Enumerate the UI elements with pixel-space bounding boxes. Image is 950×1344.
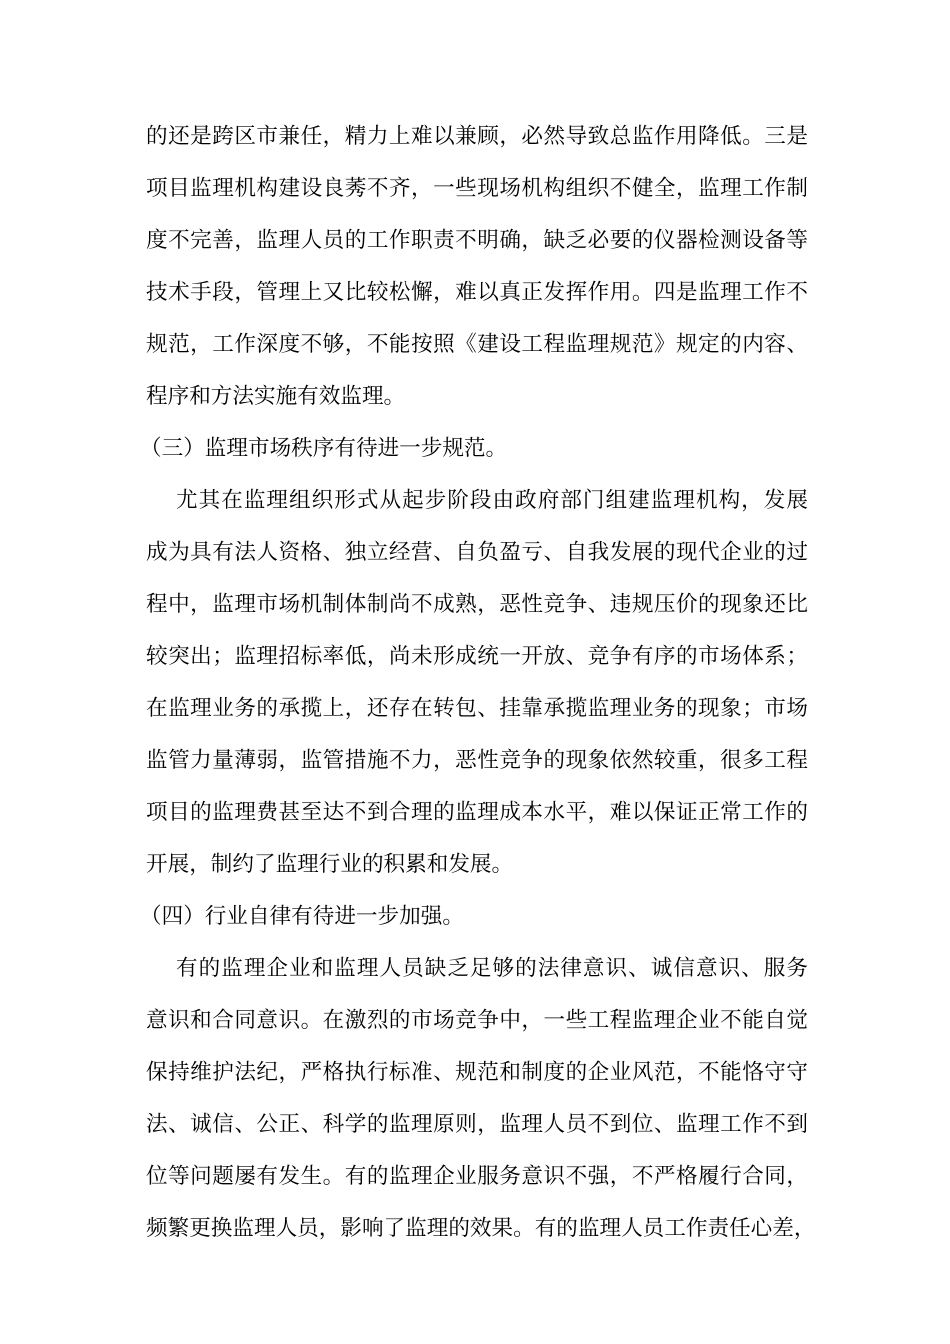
paragraph-1-line-6: 程序和方法实施有效监理。 xyxy=(146,384,406,409)
paragraph-3-line-2: 意识和合同意识。在激烈的市场竞争中，一些工程监理企业不能自觉 xyxy=(146,1008,808,1033)
paragraph-2-line-3: 程中，监理市场机制体制尚不成熟，恶性竞争、违规压价的现象还比 xyxy=(146,592,808,617)
paragraph-3-line-3: 保持维护法纪，严格执行标准、规范和制度的企业风范，不能恪守守 xyxy=(146,1060,808,1085)
paragraph-2-line-7: 项目的监理费甚至达不到合理的监理成本水平，难以保证正常工作的 xyxy=(146,800,808,825)
section-heading-4: （四）行业自律有待进一步加强。 xyxy=(140,904,464,929)
paragraph-1-line-5: 规范，工作深度不够，不能按照《建设工程监理规范》规定的内容、 xyxy=(146,332,808,357)
paragraph-2-line-5: 在监理业务的承揽上，还存在转包、挂靠承揽监理业务的现象；市场 xyxy=(146,696,808,721)
paragraph-2-line-8: 开展，制约了监理行业的积累和发展。 xyxy=(146,852,514,877)
paragraph-3-line-6: 频繁更换监理人员，影响了监理的效果。有的监理人员工作责任心差， xyxy=(146,1216,816,1241)
section-heading-3: （三）监理市场秩序有待进一步规范。 xyxy=(140,436,508,461)
paragraph-2-line-2: 成为具有法人资格、独立经营、自负盈亏、自我发展的现代企业的过 xyxy=(146,540,808,565)
paragraph-2-line-6: 监管力量薄弱，监管措施不力，恶性竞争的现象依然较重，很多工程 xyxy=(146,748,808,773)
paragraph-3-line-4: 法、诚信、公正、科学的监理原则，监理人员不到位、监理工作不到 xyxy=(146,1112,808,1137)
paragraph-1-line-2: 项目监理机构建设良莠不齐，一些现场机构组织不健全，监理工作制 xyxy=(146,176,808,201)
paragraph-1-line-3: 度不完善，监理人员的工作职责不明确，缺乏必要的仪器检测设备等 xyxy=(146,228,808,253)
paragraph-3-line-5: 位等问题屡有发生。有的监理企业服务意识不强，不严格履行合同， xyxy=(146,1164,808,1189)
paragraph-1-line-1: 的还是跨区市兼任，精力上难以兼顾，必然导致总监作用降低。三是 xyxy=(146,124,808,149)
paragraph-3-line-1: 有的监理企业和监理人员缺乏足够的法律意识、诚信意识、服务 xyxy=(176,956,808,981)
paragraph-1-line-4: 技术手段，管理上又比较松懈，难以真正发挥作用。四是监理工作不 xyxy=(146,280,808,305)
paragraph-2-line-4: 较突出；监理招标率低，尚未形成统一开放、竞争有序的市场体系； xyxy=(146,644,808,669)
paragraph-2-line-1: 尤其在监理组织形式从起步阶段由政府部门组建监理机构，发展 xyxy=(176,488,808,513)
